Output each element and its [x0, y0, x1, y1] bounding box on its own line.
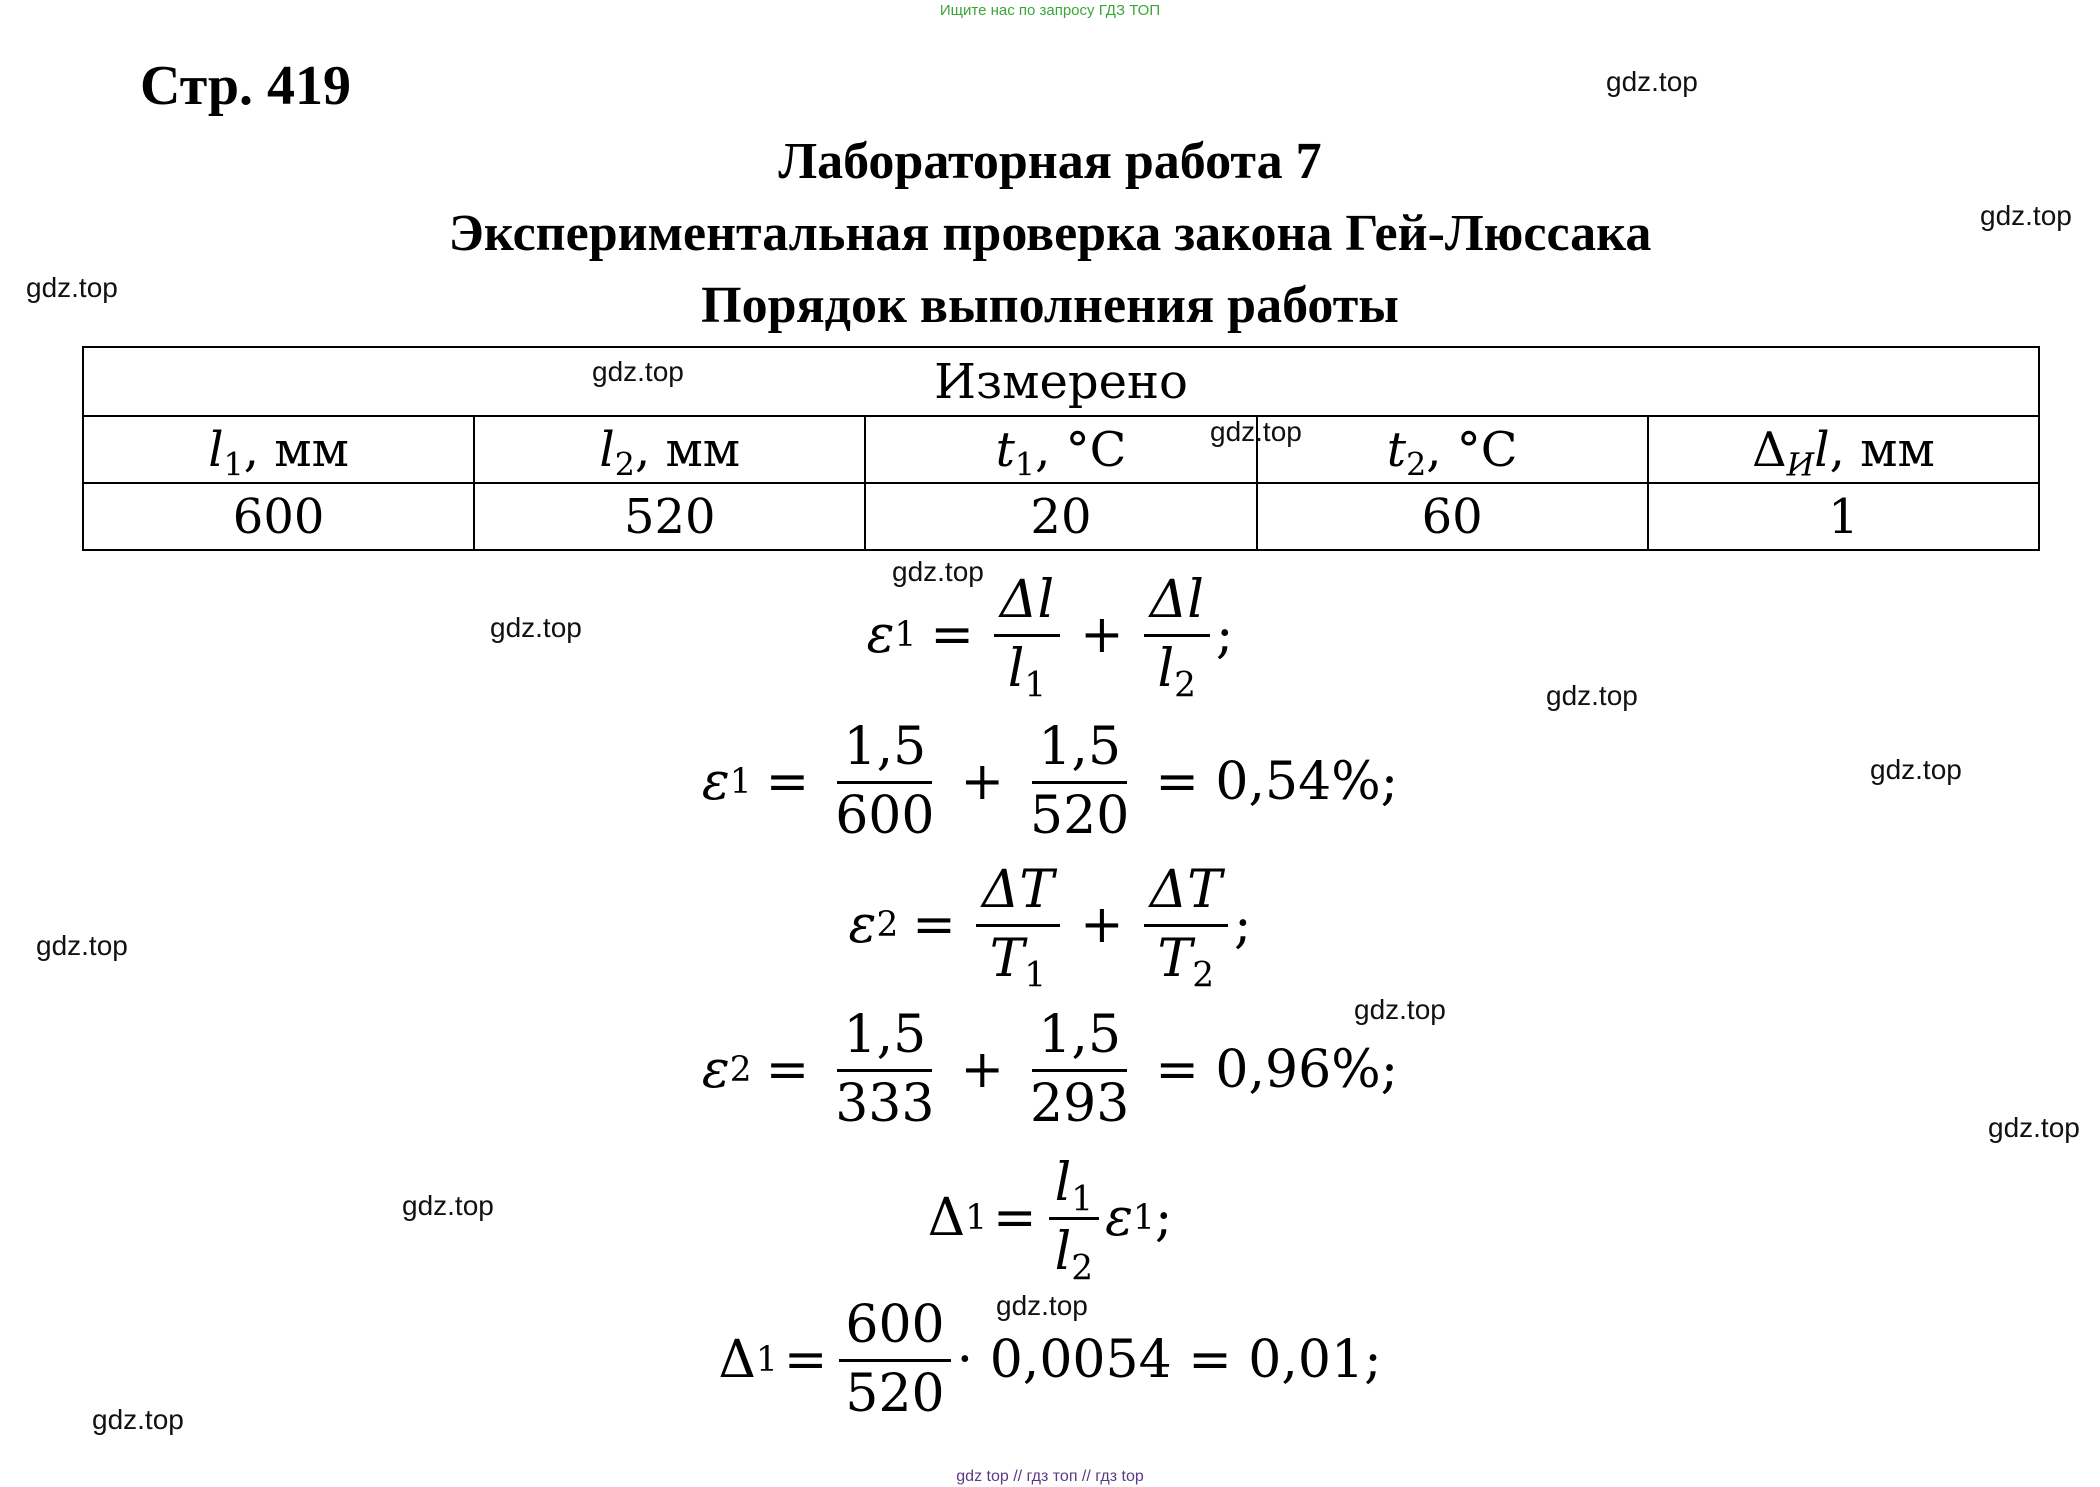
header-l2: $l_2$, мм	[474, 416, 865, 483]
fraction: $\frac{\Delta l}{l_1}$	[994, 572, 1060, 697]
watermark: gdz.top	[1988, 1112, 2080, 1143]
equation-epsilon2-formula: ε 2 = $\frac{\Delta T}{T_1}$ + $\frac{\Delta T}{T_2}$ ;	[848, 860, 1252, 995]
watermark: gdz.top	[26, 272, 118, 303]
equation-epsilon1-value: ε 1 = $\frac{1,5}{600}$ + $\frac{1,5}{520}$ = 0,54%;	[701, 717, 1399, 846]
watermark: gdz.top	[996, 1290, 1088, 1321]
table-row	[83, 483, 2039, 550]
watermark: gdz.top	[892, 556, 984, 587]
header-t2: $t_2$, °C	[1257, 416, 1648, 483]
fraction: $\frac{1,5}{293}$	[1030, 1005, 1130, 1134]
watermark: gdz.top	[92, 1404, 184, 1435]
watermark: gdz.top	[402, 1190, 494, 1221]
watermark: gdz.top	[1546, 680, 1638, 711]
equation-epsilon1-formula: ε 1 = $\frac{\Delta l}{l_1}$ + $\frac{\Delta l}{l_2}$ ;	[866, 570, 1234, 705]
header-error-l: $\Delta_Иl$, мм	[1648, 416, 2039, 483]
measurements-table	[82, 346, 2040, 551]
watermark: gdz.top	[592, 356, 684, 387]
watermark: gdz.top	[490, 612, 582, 643]
equation-delta1-value: Δ 1 = $\frac{600}{520}$ · 0,0054 = 0,01;	[718, 1295, 1382, 1424]
watermark: gdz.top	[1980, 200, 2072, 231]
table-caption-row	[83, 347, 2039, 416]
header-l1: $l_1$, мм	[83, 416, 474, 483]
watermark: gdz.top	[1870, 754, 1962, 785]
procedure-heading: Порядок выполнения работы	[701, 277, 1399, 334]
search-banner: Ищите нас по запросу ГДЗ ТОП	[939, 2, 1161, 19]
watermark: gdz.top	[1354, 994, 1446, 1025]
value-t2: 60	[1257, 483, 1648, 550]
footer-links: gdz top // гдз топ // гдз top	[956, 1468, 1144, 1485]
fraction: $\frac{1,5}{520}$	[1030, 717, 1130, 846]
lab-topic: Экспериментальная проверка закона Гей-Люссака	[448, 205, 1652, 262]
value-error-l: 1	[1648, 483, 2039, 550]
value-l1: 600	[83, 483, 474, 550]
fraction: $\frac{600}{520}$	[839, 1297, 950, 1422]
fraction: $\frac{\Delta T}{T_2}$	[1144, 862, 1228, 987]
watermark: gdz.top	[36, 930, 128, 961]
fraction: $\frac{1,5}{600}$	[835, 717, 935, 846]
fraction: $\frac{\Delta T}{T_1}$	[976, 862, 1060, 987]
watermark: gdz.top	[1606, 66, 1698, 97]
table-caption: Измерено	[83, 347, 2039, 416]
fraction: $\frac{\Delta l}{l_2}$	[1144, 572, 1210, 697]
table-header-row	[83, 416, 2039, 483]
fraction: $\frac{l_1}{l_2}$	[1049, 1155, 1099, 1280]
equation-epsilon2-value: ε 2 = $\frac{1,5}{333}$ + $\frac{1,5}{293}$ = 0,96%;	[701, 1005, 1399, 1134]
watermark: gdz.top	[1210, 416, 1302, 447]
fraction: $\frac{1,5}{333}$	[835, 1005, 935, 1134]
header-t1: $t_1$, °C	[865, 416, 1256, 483]
equation-delta1-formula: Δ 1 = $\frac{l_1}{l_2}$ ε 1 ;	[927, 1153, 1173, 1288]
page-number: Стр. 419	[140, 55, 352, 117]
value-l2: 520	[474, 483, 865, 550]
value-t1: 20	[865, 483, 1256, 550]
lab-title: Лабораторная работа 7	[778, 133, 1322, 190]
